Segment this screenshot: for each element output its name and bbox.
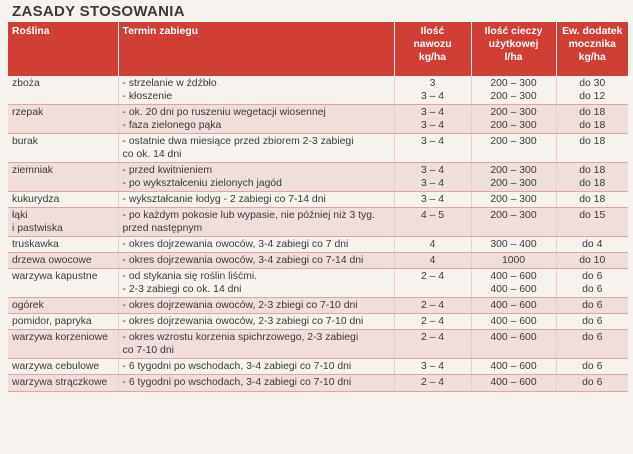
cell-urea [556, 330, 628, 359]
cell-line: do 6 [582, 332, 603, 343]
header-liquid-amount [471, 22, 556, 76]
cell-line: i pastwiska [12, 223, 63, 234]
cell-line: 200 – 300 [490, 194, 537, 205]
cell-line: 3 – 4 [420, 178, 445, 189]
cell-line: do 6 [582, 377, 603, 388]
cell-term [118, 134, 394, 163]
cell-line: do 6 [582, 271, 603, 282]
cell-liquid [471, 208, 556, 237]
cell-plant [8, 359, 118, 375]
header-line: l/ha [504, 52, 523, 63]
cell-line: - 2-3 zabiegi co ok. 14 dni [122, 284, 242, 295]
cell-urea [556, 359, 628, 375]
table-row [8, 269, 628, 298]
cell-line: warzywa kapustne [12, 271, 98, 282]
cell-liquid [471, 76, 556, 105]
cell-line: 2 – 4 [420, 332, 445, 343]
cell-line: pomidor, papryka [12, 316, 92, 327]
cell-line: do 6 [582, 300, 603, 311]
cell-line: - 6 tygodni po wschodach, 3-4 zabiegi co 7-10 dni [122, 361, 352, 372]
cell-line: 400 – 600 [490, 284, 537, 295]
cell-line: łąki [12, 210, 28, 221]
cell-urea [556, 163, 628, 192]
cell-line: 3 – 4 [420, 107, 445, 118]
cell-urea [556, 253, 628, 269]
cell-term [118, 105, 394, 134]
cell-line: warzywa cebulowe [12, 361, 100, 372]
cell-line: 1000 [501, 255, 526, 266]
cell-line: do 18 [579, 120, 606, 131]
cell-fertilizer [394, 237, 471, 253]
cell-line: ziemniak [12, 165, 53, 176]
cell-line: 200 – 300 [490, 210, 537, 221]
cell-line: - okres dojrzewania owoców, 3-4 zabiegi co 7 dni [122, 239, 349, 250]
header-line: Ilość [420, 26, 445, 37]
cell-line: do 6 [582, 316, 603, 327]
cell-plant [8, 237, 118, 253]
header-line: nawozu [413, 39, 452, 50]
cell-urea [556, 375, 628, 392]
cell-liquid [471, 298, 556, 314]
cell-line: 3 – 4 [420, 91, 445, 102]
cell-line: 2 – 4 [420, 300, 445, 311]
cell-plant [8, 330, 118, 359]
cell-fertilizer [394, 105, 471, 134]
cell-urea [556, 105, 628, 134]
cell-fertilizer [394, 359, 471, 375]
cell-fertilizer [394, 314, 471, 330]
cell-term [118, 208, 394, 237]
table-body [8, 76, 628, 392]
header-plant: Roślina [8, 22, 118, 76]
header-fertilizer-amount [394, 22, 471, 76]
page-title: ZASADY STOSOWANIA [12, 3, 185, 20]
cell-line: 400 – 600 [490, 271, 537, 282]
cell-term [118, 163, 394, 192]
cell-urea [556, 76, 628, 105]
cell-line: - strzelanie w źdźbło [122, 78, 217, 89]
cell-liquid [471, 105, 556, 134]
cell-term [118, 375, 394, 392]
cell-urea [556, 298, 628, 314]
cell-line: do 6 [582, 284, 603, 295]
cell-line: 3 – 4 [420, 120, 445, 131]
header-urea-addition [556, 22, 628, 76]
cell-line: do 6 [582, 361, 603, 372]
header-line: Ew. dodatek [562, 26, 623, 37]
header-term: Termin zabiegu [118, 22, 394, 76]
cell-line: rzepak [12, 107, 44, 118]
cell-fertilizer [394, 298, 471, 314]
cell-line: 200 – 300 [490, 165, 537, 176]
cell-plant [8, 134, 118, 163]
table-row [8, 192, 628, 208]
cell-line: - ostatnie dwa miesiące przed zbiorem 2-3 zabiegi [122, 136, 354, 147]
cell-line: warzywa korzeniowe [12, 332, 108, 343]
cell-fertilizer [394, 163, 471, 192]
cell-line: 400 – 600 [490, 377, 537, 388]
cell-line: - okres dojrzewania owoców, 2-3 zabiegi co 7-10 dni [122, 316, 364, 327]
header-line: Ilość cieczy [484, 26, 543, 37]
cell-line: 400 – 600 [490, 316, 537, 327]
cell-line: 200 – 300 [490, 178, 537, 189]
cell-liquid [471, 134, 556, 163]
cell-line: - od stykania się roślin liśćmi. [122, 271, 258, 282]
cell-line: 2 – 4 [420, 271, 445, 282]
cell-urea [556, 208, 628, 237]
cell-liquid [471, 375, 556, 392]
cell-liquid [471, 314, 556, 330]
table-row [8, 359, 628, 375]
cell-fertilizer [394, 76, 471, 105]
cell-urea [556, 314, 628, 330]
cell-plant [8, 163, 118, 192]
cell-line: warzywa strączkowe [12, 377, 108, 388]
cell-line: - 6 tygodni po wschodach, 3-4 zabiegi co 7-10 dni [122, 377, 352, 388]
cell-plant [8, 105, 118, 134]
cell-plant [8, 298, 118, 314]
table-row [8, 76, 628, 105]
table-row [8, 375, 628, 392]
cell-fertilizer [394, 253, 471, 269]
cell-line: 300 – 400 [490, 239, 537, 250]
cell-line: co ok. 14 dni [122, 149, 182, 160]
cell-term [118, 359, 394, 375]
cell-line: do 4 [582, 239, 603, 250]
cell-plant [8, 253, 118, 269]
cell-urea [556, 237, 628, 253]
cell-line: 200 – 300 [490, 91, 537, 102]
cell-line: 200 – 300 [490, 136, 537, 147]
cell-urea [556, 134, 628, 163]
cell-line: do 18 [579, 178, 606, 189]
table-row [8, 134, 628, 163]
cell-line: truskawka [12, 239, 59, 250]
cell-line: do 12 [579, 91, 606, 102]
cell-line: - przed kwitnieniem [122, 165, 213, 176]
cell-line: - po każdym pokosie lub wypasie, nie później niż 3 tyg. [122, 210, 375, 221]
cell-line: - ok. 20 dni po ruszeniu wegetacji wiosennej [122, 107, 326, 118]
cell-line: do 18 [579, 165, 606, 176]
cell-line: - faza zielonego pąka [122, 120, 222, 131]
cell-plant [8, 314, 118, 330]
cell-fertilizer [394, 208, 471, 237]
cell-term [118, 298, 394, 314]
table-row [8, 163, 628, 192]
cell-line: do 10 [579, 255, 606, 266]
cell-line: 4 [429, 255, 436, 266]
cell-line: - po wykształceniu zielonych jagód [122, 178, 282, 189]
cell-line: do 18 [579, 136, 606, 147]
cell-line: 4 [429, 239, 436, 250]
cell-line: 200 – 300 [490, 78, 537, 89]
cell-line: co 7-10 dni [122, 345, 174, 356]
cell-plant [8, 269, 118, 298]
cell-plant [8, 375, 118, 392]
cell-line: 2 – 4 [420, 316, 445, 327]
cell-plant [8, 208, 118, 237]
cell-liquid [471, 163, 556, 192]
cell-line: 200 – 300 [490, 107, 537, 118]
cell-line: - kłoszenie [122, 91, 173, 102]
cell-term [118, 269, 394, 298]
cell-term [118, 76, 394, 105]
table-row [8, 208, 628, 237]
cell-line: 3 – 4 [420, 165, 445, 176]
cell-line: do 18 [579, 107, 606, 118]
cell-fertilizer [394, 375, 471, 392]
cell-line: 200 – 300 [490, 120, 537, 131]
cell-line: kukurydza [12, 194, 60, 205]
cell-line: do 15 [579, 210, 606, 221]
cell-term [118, 253, 394, 269]
cell-term [118, 237, 394, 253]
cell-term [118, 192, 394, 208]
cell-line: - okres dojrzewania owoców, 3-4 zabiegi co 7-14 dni [122, 255, 364, 266]
cell-plant [8, 76, 118, 105]
cell-line: 400 – 600 [490, 300, 537, 311]
cell-line: 3 – 4 [420, 136, 445, 147]
table-row [8, 253, 628, 269]
table-header-row [8, 22, 628, 76]
cell-liquid [471, 330, 556, 359]
cell-fertilizer [394, 134, 471, 163]
cell-line: zboża [12, 78, 40, 89]
table-row [8, 298, 628, 314]
cell-fertilizer [394, 269, 471, 298]
table-row [8, 237, 628, 253]
header-line: użytkowej [488, 39, 539, 50]
cell-line: 2 – 4 [420, 377, 445, 388]
header-line: kg/ha [418, 52, 447, 63]
cell-liquid [471, 237, 556, 253]
cell-line: 4 – 5 [420, 210, 445, 221]
cell-liquid [471, 269, 556, 298]
cell-line: ogórek [12, 300, 44, 311]
application-rules-table [8, 22, 628, 392]
table-row [8, 314, 628, 330]
cell-line: burak [12, 136, 38, 147]
cell-line: - okres dojrzewania owoców, 2-3 zbiegi co 7-10 dni [122, 300, 358, 311]
cell-term [118, 314, 394, 330]
cell-line: 400 – 600 [490, 361, 537, 372]
cell-term [118, 330, 394, 359]
cell-line: do 18 [579, 194, 606, 205]
cell-line: 3 – 4 [420, 194, 445, 205]
cell-fertilizer [394, 330, 471, 359]
cell-line: - wykształcanie łodyg - 2 zabiegi co 7-14 dni [122, 194, 326, 205]
cell-line: 3 – 4 [420, 361, 445, 372]
header-line: mocznika [568, 39, 616, 50]
cell-liquid [471, 359, 556, 375]
cell-urea [556, 192, 628, 208]
cell-line: 400 – 600 [490, 332, 537, 343]
cell-line: 3 [429, 78, 436, 89]
table-row [8, 330, 628, 359]
cell-urea [556, 269, 628, 298]
cell-line: do 30 [579, 78, 606, 89]
table-row [8, 105, 628, 134]
cell-liquid [471, 192, 556, 208]
cell-line: - okres wzrostu korzenia spichrzowego, 2-3 zabiegi [122, 332, 359, 343]
cell-fertilizer [394, 192, 471, 208]
cell-liquid [471, 253, 556, 269]
cell-plant [8, 192, 118, 208]
cell-line: przed następnym [122, 223, 203, 234]
cell-line: drzewa owocowe [12, 255, 92, 266]
header-line: kg/ha [578, 52, 606, 63]
